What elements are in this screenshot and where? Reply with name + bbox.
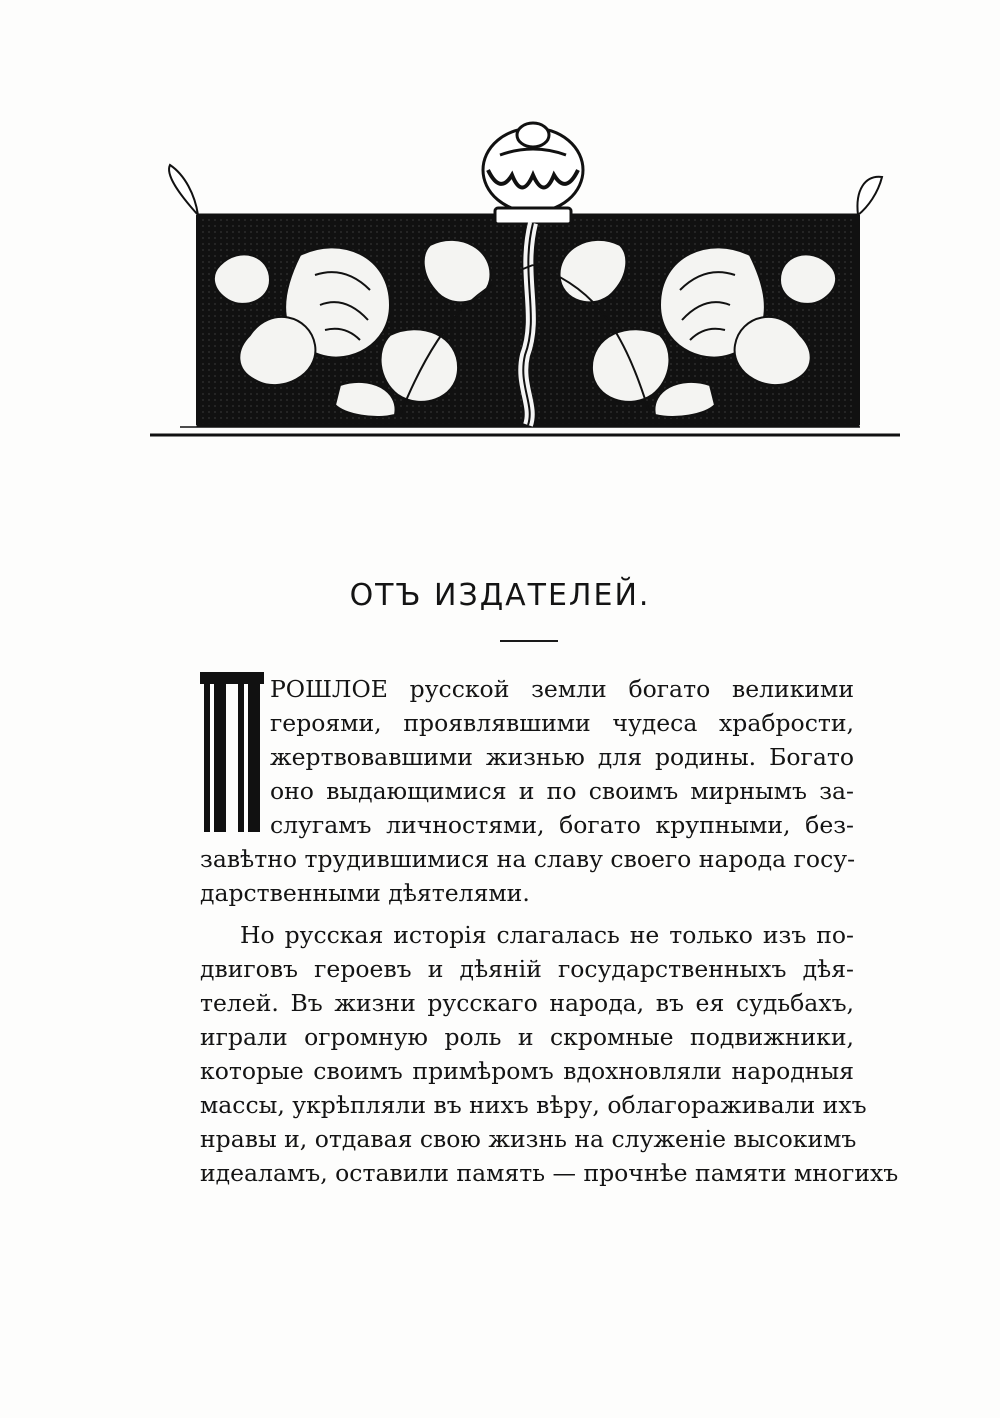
ornamental-headpiece: [140, 115, 910, 450]
text-line: идеаламъ, оставили память — прочнѣе памяти многихъ: [200, 1159, 899, 1187]
text-line: завѣтно трудившимися на славу своего народа госу-: [200, 845, 856, 873]
text-line: слугамъ личностями, богато крупными, без-: [270, 811, 854, 839]
text-line: РОШЛОЕ русской земли богато великими: [270, 675, 854, 703]
title-divider: [500, 640, 558, 642]
drop-cap-letter: П: [0, 464, 9, 475]
text-line: героями, проявлявшими чудеса храбрости,: [270, 709, 854, 737]
text-line: нравы и, отдавая свою жизнь на служеніе высокимъ: [200, 1125, 857, 1153]
text-line: которые своимъ примѣромъ вдохновляли народныя: [200, 1057, 854, 1085]
text-line: Но русская исторія слагалась не только изъ по-: [240, 921, 854, 949]
page-title: ОТЪ ИЗДАТЕЛЕЙ.: [349, 578, 651, 613]
text-line: двиговъ героевъ и дѣяній государственныхъ дѣя-: [200, 955, 854, 983]
text-line: телей. Въ жизни русскаго народа, въ ея судьбахъ,: [200, 989, 854, 1017]
text-line: играли огромную роль и скромные подвижники,: [200, 1023, 854, 1051]
text-line: оно выдающимися и по своимъ мирнымъ за-: [270, 777, 854, 805]
text-line: дарственными дѣятелями.: [200, 879, 530, 907]
text-line: жертвовавшими жизнью для родины. Богато: [270, 743, 854, 771]
text-line: массы, укрѣпляли въ нихъ вѣру, облагораживали ихъ: [200, 1091, 867, 1119]
drop-cap: [0, 464, 264, 832]
